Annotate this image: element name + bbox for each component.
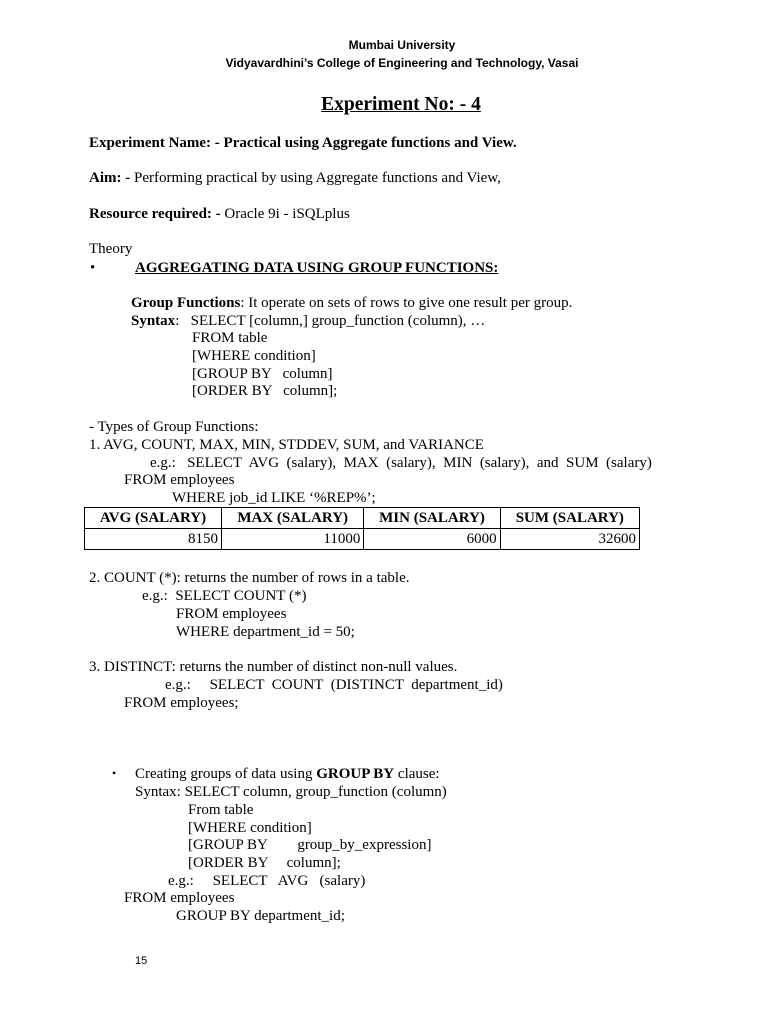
table-cell: 32600 xyxy=(500,529,639,550)
bullet-icon: • xyxy=(112,766,117,780)
group-functions-text: : It operate on sets of rows to give one result per group. xyxy=(240,295,573,311)
example-4-from: FROM employees xyxy=(124,890,235,906)
types-item-1: 1. AVG, COUNT, MAX, MIN, STDDEV, SUM, and VARIANCE xyxy=(89,437,484,453)
group-by-orderby: [ORDER BY column]; xyxy=(188,855,341,871)
group-by-intro xyxy=(135,767,440,782)
syntax-label: Syntax xyxy=(131,313,176,329)
syntax-line xyxy=(131,314,485,329)
syntax-select: : SELECT [column,] group_function (column), … xyxy=(175,313,486,329)
example-2-where: WHERE department_id = 50; xyxy=(176,624,355,640)
types-heading: - Types of Group Functions: xyxy=(89,419,259,435)
group-by-keyword: GROUP BY xyxy=(316,766,395,782)
group-by-groupby: [GROUP BY group_by_expression] xyxy=(188,837,432,853)
group-by-where: [WHERE condition] xyxy=(188,820,312,836)
aim-label: Aim: - xyxy=(89,170,131,186)
table-header-cell: MAX (SALARY) xyxy=(222,508,364,529)
group-functions-line xyxy=(131,296,572,311)
group-functions-label: Group Functions xyxy=(131,295,241,311)
experiment-name: Experiment Name: - Practical using Aggregate functions and View. xyxy=(89,135,517,151)
types-item-3: 3. DISTINCT: returns the number of distinct non-null values. xyxy=(89,659,458,675)
syntax-from: FROM table xyxy=(192,330,268,346)
university-name: Mumbai University xyxy=(348,38,456,52)
group-by-intro-pre: Creating groups of data using xyxy=(135,766,317,782)
example-1-where: WHERE job_id LIKE ‘%REP%’; xyxy=(172,490,376,506)
group-by-intro-post: clause: xyxy=(394,766,440,782)
table-header-cell: SUM (SALARY) xyxy=(500,508,639,529)
example-3-from: FROM employees; xyxy=(124,695,239,711)
table-cell: 8150 xyxy=(85,529,222,550)
bullet-icon: • xyxy=(90,260,96,276)
salary-result-table xyxy=(84,507,640,550)
example-1-select: e.g.: SELECT AVG (salary), MAX (salary), MIN (salary), and SUM (salary) xyxy=(150,455,652,471)
theory-heading: Theory xyxy=(89,241,133,257)
types-item-2: 2. COUNT (*): returns the number of rows in a table. xyxy=(89,570,410,586)
resource-line xyxy=(89,207,350,222)
table-header-row xyxy=(85,508,640,529)
syntax-where: [WHERE condition] xyxy=(192,348,316,364)
aim-text: Performing practical by using Aggregate functions and View, xyxy=(130,170,501,186)
page-number: 15 xyxy=(135,955,148,967)
syntax-group-by: [GROUP BY column] xyxy=(192,366,333,382)
table-header-cell: MIN (SALARY) xyxy=(364,508,500,529)
table-header-cell: AVG (SALARY) xyxy=(85,508,222,529)
table-row xyxy=(85,529,640,550)
example-4-groupby: GROUP BY department_id; xyxy=(176,908,345,924)
page-title: Experiment No: - 4 xyxy=(321,94,481,115)
group-by-syntax: Syntax: SELECT column, group_function (column) xyxy=(135,784,447,800)
table-cell: 6000 xyxy=(364,529,500,550)
syntax-order-by: [ORDER BY column]; xyxy=(192,383,338,399)
group-by-from: From table xyxy=(188,802,254,818)
resource-text: Oracle 9i - iSQLplus xyxy=(220,206,350,222)
table-cell: 11000 xyxy=(222,529,364,550)
section-heading-aggregating: AGGREGATING DATA USING GROUP FUNCTIONS: xyxy=(135,260,499,276)
aim-line xyxy=(89,171,501,186)
example-3-select: e.g.: SELECT COUNT (DISTINCT department_id) xyxy=(165,677,503,693)
example-2-select: e.g.: SELECT COUNT (*) xyxy=(142,588,307,604)
college-name: Vidyavardhini’s College of Engineering and Technology, Vasai xyxy=(225,56,579,70)
example-4-select: e.g.: SELECT AVG (salary) xyxy=(168,873,366,889)
example-1-from: FROM employees xyxy=(124,472,235,488)
example-2-from: FROM employees xyxy=(176,606,287,622)
resource-label: Resource required: - xyxy=(89,206,221,222)
